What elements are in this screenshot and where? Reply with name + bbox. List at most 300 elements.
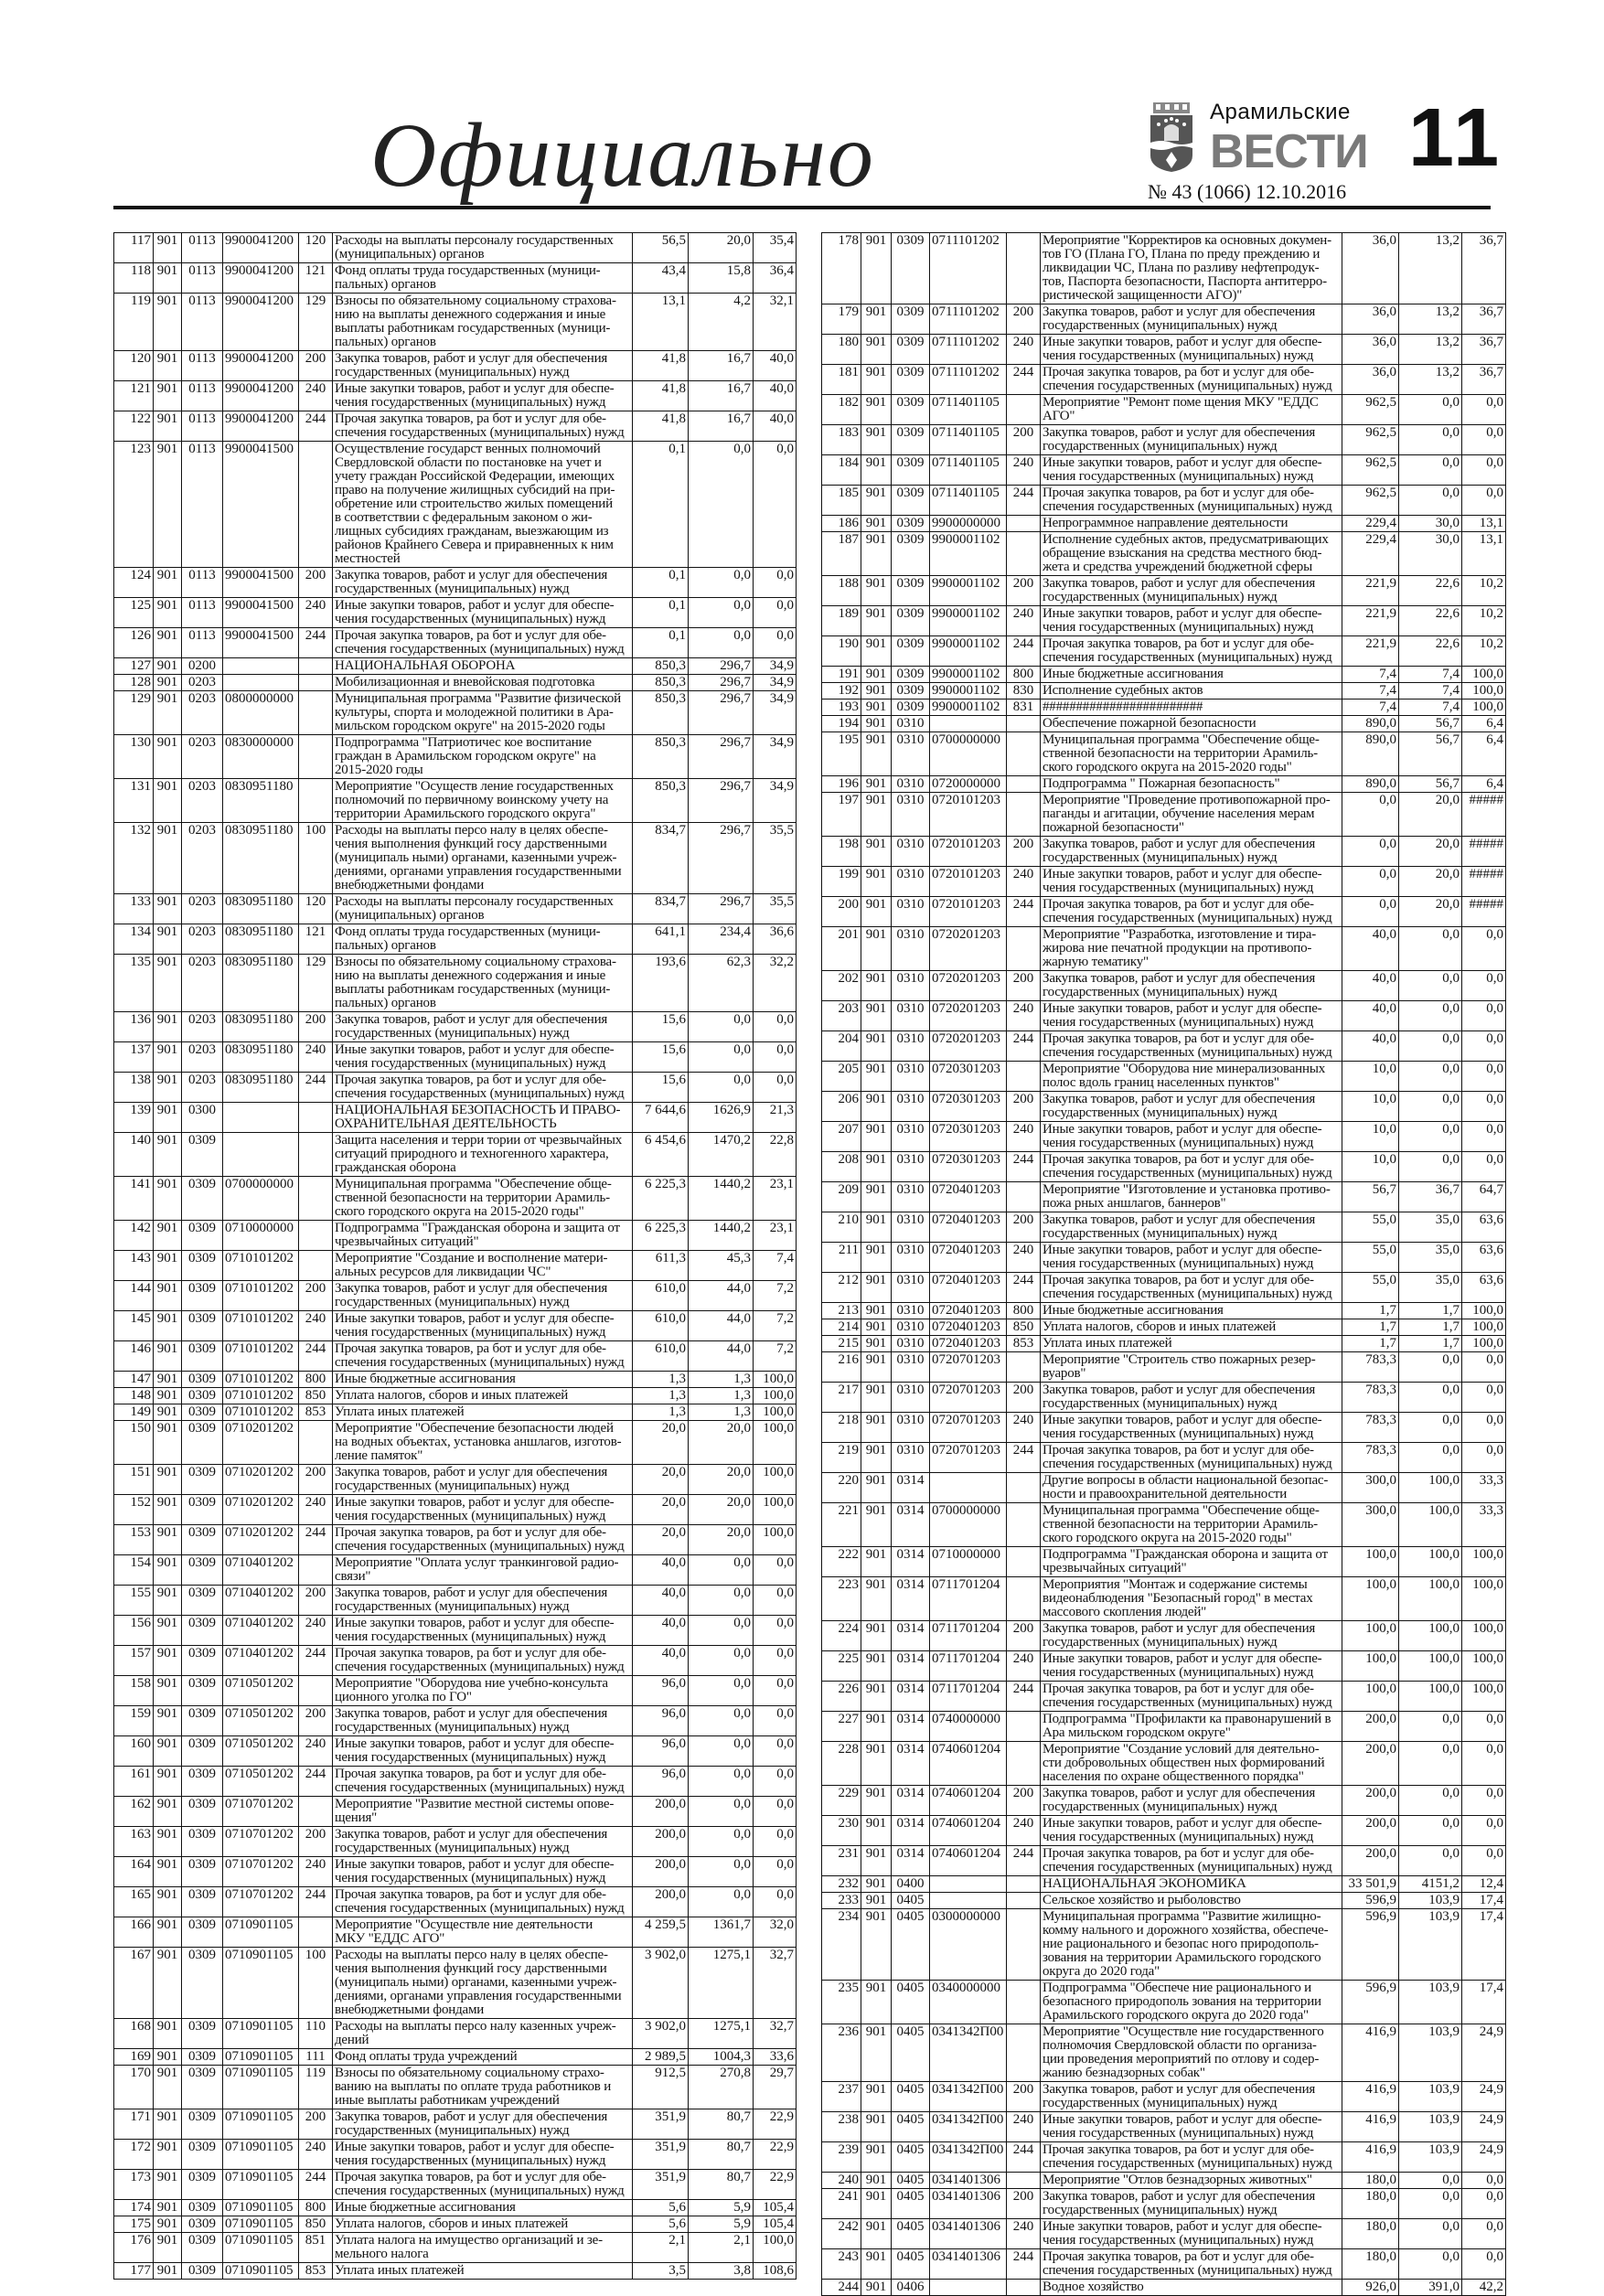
section-code: 0203 bbox=[182, 1012, 223, 1042]
table-row bbox=[822, 1273, 1506, 1303]
item-name: Иные закупки товаров, работ и услуг для обеспе- чения государственных (муниципальных) нужд bbox=[1041, 1243, 1342, 1273]
target-item-code bbox=[223, 1133, 299, 1177]
execution-percent: 35,5 bbox=[754, 823, 797, 894]
section-rubric: Официально bbox=[370, 104, 875, 206]
target-item-code: 0710901105 bbox=[223, 2216, 299, 2233]
section-code: 0309 bbox=[182, 1495, 223, 1525]
item-name: Взносы по обязательному социальному страхова- нию на выплаты денежного содержания и иные выплаты работникам государственных (муници- пальных) органов bbox=[333, 294, 633, 351]
execution-percent: 105,4 bbox=[754, 2200, 797, 2216]
table-row bbox=[114, 2263, 797, 2280]
execution-percent: 63,6 bbox=[1462, 1212, 1506, 1243]
target-item-code: 0720201203 bbox=[930, 1031, 1007, 1062]
table-row bbox=[822, 1909, 1506, 1981]
item-name: ######################## bbox=[1041, 699, 1342, 716]
row-number: 155 bbox=[114, 1586, 154, 1616]
executed-amount: 0,0 bbox=[689, 1827, 754, 1857]
section-code: 0310 bbox=[892, 776, 930, 793]
department-code: 901 bbox=[861, 1876, 892, 1893]
target-item-code: 9900041200 bbox=[223, 411, 299, 442]
row-number: 220 bbox=[822, 1473, 861, 1503]
planned-amount: 3,5 bbox=[633, 2263, 689, 2280]
row-number: 134 bbox=[114, 924, 154, 955]
target-item-code: 0710901105 bbox=[223, 1917, 299, 1948]
execution-percent: 0,0 bbox=[1462, 1122, 1506, 1152]
section-code: 0314 bbox=[892, 1651, 930, 1682]
section-code: 0310 bbox=[892, 1273, 930, 1303]
execution-percent: 36,7 bbox=[1462, 335, 1506, 365]
executed-amount: 0,0 bbox=[1399, 1742, 1462, 1786]
target-item-code: 0710401202 bbox=[223, 1586, 299, 1616]
row-number: 235 bbox=[822, 1981, 861, 2024]
execution-percent: ##### bbox=[1462, 793, 1506, 837]
planned-amount: 6 225,3 bbox=[633, 1177, 689, 1221]
item-name: Муниципальная программа "Обеспечение обще- ственной безопасности на территории Арамиль- ского городского округа на 2015-2020 годы" bbox=[333, 1177, 633, 1221]
item-name: Прочая закупка товаров, ра бот и услуг для обе- спечения государственных (муниципальных) нужд bbox=[333, 1767, 633, 1797]
item-name: Мероприятие "Создание условий для деятельно- сти добровольных обществен ных формирований населения по охране общественного порядка" bbox=[1041, 1742, 1342, 1786]
execution-percent: 40,0 bbox=[754, 411, 797, 442]
execution-percent: 0,0 bbox=[754, 1736, 797, 1767]
row-number: 179 bbox=[822, 304, 861, 335]
department-code: 901 bbox=[154, 675, 182, 691]
planned-amount: 229,4 bbox=[1342, 516, 1399, 532]
table-row bbox=[822, 1742, 1506, 1786]
section-code: 0310 bbox=[892, 971, 930, 1001]
department-code: 901 bbox=[861, 1352, 892, 1383]
item-name: Мероприятие "Корректиров ка основных докумен- тов ГО (Плана ГО, Плана по преду преждению и ликвидации ЧС, Плана по разливу нефтепродук- тов, Паспорта безопасности, Паспорта антитерро- ристической защищенности АГО)" bbox=[1041, 233, 1342, 304]
execution-percent: 0,0 bbox=[1462, 1001, 1506, 1031]
expense-type-code: 240 bbox=[299, 1311, 333, 1341]
department-code: 901 bbox=[154, 1177, 182, 1221]
target-item-code: 0340000000 bbox=[930, 1981, 1007, 2024]
department-code: 901 bbox=[154, 2263, 182, 2280]
row-number: 190 bbox=[822, 636, 861, 667]
page-number: 11 bbox=[1408, 92, 1503, 184]
planned-amount: 850,3 bbox=[633, 735, 689, 779]
department-code: 901 bbox=[861, 732, 892, 776]
expense-type-code: 244 bbox=[1007, 1443, 1041, 1473]
planned-amount: 200,0 bbox=[1342, 1816, 1399, 1846]
section-code: 0203 bbox=[182, 675, 223, 691]
table-row bbox=[822, 2112, 1506, 2142]
department-code: 901 bbox=[154, 1251, 182, 1281]
executed-amount: 296,7 bbox=[689, 658, 754, 675]
row-number: 123 bbox=[114, 442, 154, 568]
item-name: Мероприятие "Осуществле ние деятельности МКУ "ЕДДС АГО" bbox=[333, 1917, 633, 1948]
execution-percent: 32,1 bbox=[754, 294, 797, 351]
expense-type-code bbox=[299, 1555, 333, 1586]
executed-amount: 100,0 bbox=[1399, 1547, 1462, 1577]
item-name: Иные закупки товаров, работ и услуг для обеспе- чения государственных (муниципальных) нужд bbox=[1041, 867, 1342, 897]
section-code: 0309 bbox=[182, 1736, 223, 1767]
executed-amount: 13,2 bbox=[1399, 304, 1462, 335]
section-code: 0309 bbox=[182, 1706, 223, 1736]
row-number: 154 bbox=[114, 1555, 154, 1586]
execution-percent: 36,7 bbox=[1462, 233, 1506, 304]
target-item-code: 9900041500 bbox=[223, 442, 299, 568]
row-number: 192 bbox=[822, 683, 861, 699]
expense-type-code: 240 bbox=[299, 1495, 333, 1525]
execution-percent: 6,4 bbox=[1462, 732, 1506, 776]
planned-amount: 100,0 bbox=[1342, 1651, 1399, 1682]
table-row bbox=[822, 606, 1506, 636]
section-code: 0314 bbox=[892, 1712, 930, 1742]
department-code: 901 bbox=[154, 2066, 182, 2109]
row-number: 148 bbox=[114, 1388, 154, 1404]
item-name: Закупка товаров, работ и услуг для обеспечения государственных (муниципальных) нужд bbox=[1041, 837, 1342, 867]
executed-amount: 80,7 bbox=[689, 2140, 754, 2170]
department-code: 901 bbox=[154, 1388, 182, 1404]
planned-amount: 200,0 bbox=[633, 1857, 689, 1887]
expense-type-code: 244 bbox=[1007, 365, 1041, 395]
executed-amount: 1470,2 bbox=[689, 1133, 754, 1177]
row-number: 227 bbox=[822, 1712, 861, 1742]
planned-amount: 20,0 bbox=[633, 1421, 689, 1465]
department-code: 901 bbox=[154, 924, 182, 955]
planned-amount: 912,5 bbox=[633, 2066, 689, 2109]
table-row bbox=[822, 1682, 1506, 1712]
expense-type-code bbox=[1007, 1981, 1041, 2024]
expense-type-code bbox=[299, 1103, 333, 1133]
planned-amount: 1,3 bbox=[633, 1404, 689, 1421]
target-item-code: 0710901105 bbox=[223, 2170, 299, 2200]
department-code: 901 bbox=[861, 699, 892, 716]
target-item-code bbox=[930, 716, 1007, 732]
planned-amount: 15,6 bbox=[633, 1012, 689, 1042]
planned-amount: 1,3 bbox=[633, 1388, 689, 1404]
section-code: 0310 bbox=[892, 1383, 930, 1413]
row-number: 174 bbox=[114, 2200, 154, 2216]
target-item-code: 0830000000 bbox=[223, 735, 299, 779]
execution-percent: 22,9 bbox=[754, 2140, 797, 2170]
section-code: 0310 bbox=[892, 1352, 930, 1383]
section-code: 0309 bbox=[182, 1767, 223, 1797]
item-name: Мероприятие "Ремонт поме щения МКУ "ЕДДС АГО" bbox=[1041, 395, 1342, 425]
execution-percent: 0,0 bbox=[754, 1646, 797, 1676]
target-item-code: 0720101203 bbox=[930, 897, 1007, 927]
row-number: 188 bbox=[822, 576, 861, 606]
expense-type-code: 111 bbox=[299, 2049, 333, 2066]
department-code: 901 bbox=[861, 1577, 892, 1621]
section-code: 0309 bbox=[182, 1372, 223, 1388]
planned-amount: 10,0 bbox=[1342, 1152, 1399, 1182]
section-code: 0309 bbox=[892, 636, 930, 667]
execution-percent: 0,0 bbox=[754, 1797, 797, 1827]
department-code: 901 bbox=[861, 1319, 892, 1336]
department-code: 901 bbox=[154, 1133, 182, 1177]
item-name: Уплата иных платежей bbox=[333, 2263, 633, 2280]
expense-type-code: 244 bbox=[1007, 2249, 1041, 2280]
department-code: 901 bbox=[861, 1651, 892, 1682]
planned-amount: 1,7 bbox=[1342, 1303, 1399, 1319]
execution-percent: 32,2 bbox=[754, 955, 797, 1012]
expense-type-code: 119 bbox=[299, 2066, 333, 2109]
expense-type-code: 831 bbox=[1007, 699, 1041, 716]
expense-type-code: 100 bbox=[299, 1948, 333, 2019]
department-code: 901 bbox=[861, 1621, 892, 1651]
target-item-code: 0710101202 bbox=[223, 1404, 299, 1421]
executed-amount: 0,0 bbox=[689, 442, 754, 568]
executed-amount: 100,0 bbox=[1399, 1651, 1462, 1682]
brand-name-top: Арамильские bbox=[1210, 100, 1351, 124]
section-code: 0113 bbox=[182, 351, 223, 381]
target-item-code: 0740601204 bbox=[930, 1786, 1007, 1816]
item-name: Фонд оплаты труда учреждений bbox=[333, 2049, 633, 2066]
expense-type-code: 850 bbox=[299, 2216, 333, 2233]
department-code: 901 bbox=[861, 636, 892, 667]
table-row bbox=[114, 1421, 797, 1465]
row-number: 194 bbox=[822, 716, 861, 732]
execution-percent: 0,0 bbox=[754, 1586, 797, 1616]
item-name: Уплата иных платежей bbox=[333, 1404, 633, 1421]
table-row bbox=[114, 2200, 797, 2216]
department-code: 901 bbox=[861, 2082, 892, 2112]
section-code: 0113 bbox=[182, 442, 223, 568]
execution-percent: 36,4 bbox=[754, 263, 797, 294]
target-item-code bbox=[223, 658, 299, 675]
expense-type-code bbox=[1007, 1577, 1041, 1621]
planned-amount: 13,1 bbox=[633, 294, 689, 351]
table-row bbox=[114, 1948, 797, 2019]
table-row bbox=[822, 1383, 1506, 1413]
table-row bbox=[114, 924, 797, 955]
planned-amount: 100,0 bbox=[1342, 1682, 1399, 1712]
department-code: 901 bbox=[154, 2233, 182, 2263]
expense-type-code bbox=[299, 1133, 333, 1177]
expense-type-code bbox=[299, 1421, 333, 1465]
department-code: 901 bbox=[154, 1887, 182, 1917]
table-row bbox=[822, 2173, 1506, 2189]
executed-amount: 0,0 bbox=[1399, 1443, 1462, 1473]
item-name: Взносы по обязательному социальному страхо- ванию на выплаты по оплате труда работников и иные выплаты работникам учреждений bbox=[333, 2066, 633, 2109]
table-row bbox=[114, 1133, 797, 1177]
execution-percent: 24,9 bbox=[1462, 2024, 1506, 2082]
execution-percent: 7,2 bbox=[754, 1341, 797, 1372]
target-item-code: 0710401202 bbox=[223, 1555, 299, 1586]
executed-amount: 62,3 bbox=[689, 955, 754, 1012]
department-code: 901 bbox=[154, 1767, 182, 1797]
item-name: Прочая закупка товаров, ра бот и услуг для обе- спечения государственных (муниципальных) нужд bbox=[1041, 1682, 1342, 1712]
executed-amount: 20,0 bbox=[689, 1421, 754, 1465]
planned-amount: 0,1 bbox=[633, 598, 689, 628]
section-code: 0309 bbox=[892, 606, 930, 636]
executed-amount: 20,0 bbox=[689, 1465, 754, 1495]
execution-percent: 24,9 bbox=[1462, 2082, 1506, 2112]
row-number: 197 bbox=[822, 793, 861, 837]
section-code: 0400 bbox=[892, 1876, 930, 1893]
target-item-code: 0700000000 bbox=[930, 732, 1007, 776]
expense-type-code: 110 bbox=[299, 2019, 333, 2049]
item-name: Иные закупки товаров, работ и услуг для обеспе- чения государственных (муниципальных) нужд bbox=[1041, 606, 1342, 636]
row-number: 144 bbox=[114, 1281, 154, 1311]
execution-percent: 10,2 bbox=[1462, 576, 1506, 606]
table-row bbox=[822, 335, 1506, 365]
department-code: 901 bbox=[861, 1742, 892, 1786]
expense-type-code bbox=[1007, 1712, 1041, 1742]
item-name: Обеспечение пожарной безопасности bbox=[1041, 716, 1342, 732]
section-code: 0309 bbox=[182, 1676, 223, 1706]
table-row bbox=[822, 867, 1506, 897]
execution-percent: 29,7 bbox=[754, 2066, 797, 2109]
item-name: Прочая закупка товаров, ра бот и услуг для обе- спечения государственных (муниципальных) нужд bbox=[333, 2170, 633, 2200]
planned-amount: 5,6 bbox=[633, 2216, 689, 2233]
item-name: Мероприятие "Обеспечение безопасности людей на водных объектах, установка аншлагов, изготов- ление памяток" bbox=[333, 1421, 633, 1465]
planned-amount: 850,3 bbox=[633, 658, 689, 675]
execution-percent: 0,0 bbox=[1462, 2173, 1506, 2189]
planned-amount: 180,0 bbox=[1342, 2173, 1399, 2189]
item-name: Закупка товаров, работ и услуг для обеспечения государственных (муниципальных) нужд bbox=[1041, 1212, 1342, 1243]
executed-amount: 296,7 bbox=[689, 894, 754, 924]
item-name: Расходы на выплаты персо налу казенных учреж- дений bbox=[333, 2019, 633, 2049]
department-code: 901 bbox=[154, 955, 182, 1012]
expense-type-code: 200 bbox=[299, 2109, 333, 2140]
table-row bbox=[114, 568, 797, 598]
section-code: 0200 bbox=[182, 658, 223, 675]
department-code: 901 bbox=[154, 1465, 182, 1495]
row-number: 239 bbox=[822, 2142, 861, 2173]
section-code: 0309 bbox=[182, 1177, 223, 1221]
department-code: 901 bbox=[154, 1948, 182, 2019]
expense-type-code: 240 bbox=[1007, 455, 1041, 486]
section-code: 0113 bbox=[182, 568, 223, 598]
table-row bbox=[114, 1404, 797, 1421]
execution-percent: 100,0 bbox=[754, 2233, 797, 2263]
row-number: 183 bbox=[822, 425, 861, 455]
row-number: 212 bbox=[822, 1273, 861, 1303]
department-code: 901 bbox=[861, 606, 892, 636]
department-code: 901 bbox=[154, 411, 182, 442]
planned-amount: 416,9 bbox=[1342, 2142, 1399, 2173]
table-row bbox=[822, 636, 1506, 667]
item-name: Закупка товаров, работ и услуг для обеспечения государственных (муниципальных) нужд bbox=[333, 1706, 633, 1736]
planned-amount: 180,0 bbox=[1342, 2189, 1399, 2219]
table-row bbox=[114, 2019, 797, 2049]
target-item-code: 0711401105 bbox=[930, 425, 1007, 455]
item-name: Фонд оплаты труда государственных (муници- пальных) органов bbox=[333, 263, 633, 294]
target-item-code: 0830951180 bbox=[223, 1012, 299, 1042]
department-code: 901 bbox=[861, 2173, 892, 2189]
target-item-code: 0341342П00 bbox=[930, 2082, 1007, 2112]
item-name: Мероприятие "Создание и восполнение матери- альных ресурсов для ликвидации ЧС" bbox=[333, 1251, 633, 1281]
item-name: Прочая закупка товаров, ра бот и услуг для обе- спечения государственных (муниципальных) нужд bbox=[1041, 1443, 1342, 1473]
execution-percent: 34,9 bbox=[754, 675, 797, 691]
table-row bbox=[822, 1816, 1506, 1846]
table-row bbox=[822, 304, 1506, 335]
section-code: 0309 bbox=[182, 1948, 223, 2019]
department-code: 901 bbox=[861, 1182, 892, 1212]
execution-percent: 63,6 bbox=[1462, 1243, 1506, 1273]
section-code: 0300 bbox=[182, 1103, 223, 1133]
row-number: 167 bbox=[114, 1948, 154, 2019]
expense-type-code: 200 bbox=[1007, 837, 1041, 867]
planned-amount: 4 259,5 bbox=[633, 1917, 689, 1948]
planned-amount: 962,5 bbox=[1342, 455, 1399, 486]
section-code: 0309 bbox=[182, 1646, 223, 1676]
row-number: 209 bbox=[822, 1182, 861, 1212]
row-number: 207 bbox=[822, 1122, 861, 1152]
item-name: Уплата налогов, сборов и иных платежей bbox=[333, 1388, 633, 1404]
target-item-code: 0720701203 bbox=[930, 1352, 1007, 1383]
section-code: 0309 bbox=[182, 2170, 223, 2200]
planned-amount: 40,0 bbox=[1342, 927, 1399, 971]
row-number: 208 bbox=[822, 1152, 861, 1182]
planned-amount: 200,0 bbox=[1342, 1712, 1399, 1742]
item-name: Уплата иных платежей bbox=[1041, 1336, 1342, 1352]
row-number: 196 bbox=[822, 776, 861, 793]
row-number: 206 bbox=[822, 1092, 861, 1122]
table-row bbox=[114, 1616, 797, 1646]
table-row bbox=[822, 667, 1506, 683]
executed-amount: 20,0 bbox=[1399, 897, 1462, 927]
target-item-code bbox=[930, 1893, 1007, 1909]
section-code: 0309 bbox=[182, 2066, 223, 2109]
expense-type-code: 121 bbox=[299, 924, 333, 955]
section-code: 0203 bbox=[182, 779, 223, 823]
execution-percent: 35,5 bbox=[754, 894, 797, 924]
item-name: Иные закупки товаров, работ и услуг для обеспе- чения государственных (муниципальных) нужд bbox=[333, 1736, 633, 1767]
table-row bbox=[822, 897, 1506, 927]
target-item-code: 9900041500 bbox=[223, 628, 299, 658]
row-number: 128 bbox=[114, 675, 154, 691]
expense-type-code bbox=[299, 1221, 333, 1251]
target-item-code: 0720301203 bbox=[930, 1122, 1007, 1152]
target-item-code: 0710101202 bbox=[223, 1341, 299, 1372]
row-number: 156 bbox=[114, 1616, 154, 1646]
department-code: 901 bbox=[861, 1413, 892, 1443]
table-row bbox=[114, 1827, 797, 1857]
execution-percent: 32,7 bbox=[754, 1948, 797, 2019]
table-row bbox=[822, 1876, 1506, 1893]
table-row bbox=[822, 1092, 1506, 1122]
planned-amount: 100,0 bbox=[1342, 1547, 1399, 1577]
row-number: 146 bbox=[114, 1341, 154, 1372]
item-name: Подпрограмма "Гражданская оборона и защита от чрезвычайных ситуаций" bbox=[1041, 1547, 1342, 1577]
target-item-code: 0830951180 bbox=[223, 823, 299, 894]
department-code: 901 bbox=[861, 867, 892, 897]
section-code: 0310 bbox=[892, 1182, 930, 1212]
table-row bbox=[114, 1495, 797, 1525]
table-row bbox=[114, 823, 797, 894]
department-code: 901 bbox=[154, 1311, 182, 1341]
target-item-code: 0710201202 bbox=[223, 1525, 299, 1555]
department-code: 901 bbox=[861, 516, 892, 532]
department-code: 901 bbox=[861, 1682, 892, 1712]
expense-type-code: 244 bbox=[299, 2170, 333, 2200]
expense-type-code: 853 bbox=[299, 1404, 333, 1421]
department-code: 901 bbox=[861, 1092, 892, 1122]
row-number: 157 bbox=[114, 1646, 154, 1676]
execution-percent: 7,2 bbox=[754, 1281, 797, 1311]
executed-amount: 100,0 bbox=[1399, 1621, 1462, 1651]
planned-amount: 200,0 bbox=[633, 1887, 689, 1917]
execution-percent: 0,0 bbox=[1462, 2249, 1506, 2280]
planned-amount: 926,0 bbox=[1342, 2280, 1399, 2296]
section-code: 0309 bbox=[182, 1404, 223, 1421]
planned-amount: 610,0 bbox=[633, 1341, 689, 1372]
executed-amount: 1004,3 bbox=[689, 2049, 754, 2066]
section-code: 0113 bbox=[182, 381, 223, 411]
row-number: 149 bbox=[114, 1404, 154, 1421]
execution-percent: 0,0 bbox=[1462, 1846, 1506, 1876]
table-row bbox=[114, 658, 797, 675]
table-row bbox=[114, 1372, 797, 1388]
table-row bbox=[822, 2142, 1506, 2173]
row-number: 223 bbox=[822, 1577, 861, 1621]
target-item-code: 0720401203 bbox=[930, 1212, 1007, 1243]
execution-percent: 32,7 bbox=[754, 2019, 797, 2049]
row-number: 150 bbox=[114, 1421, 154, 1465]
table-row bbox=[114, 691, 797, 735]
department-code: 901 bbox=[861, 1547, 892, 1577]
